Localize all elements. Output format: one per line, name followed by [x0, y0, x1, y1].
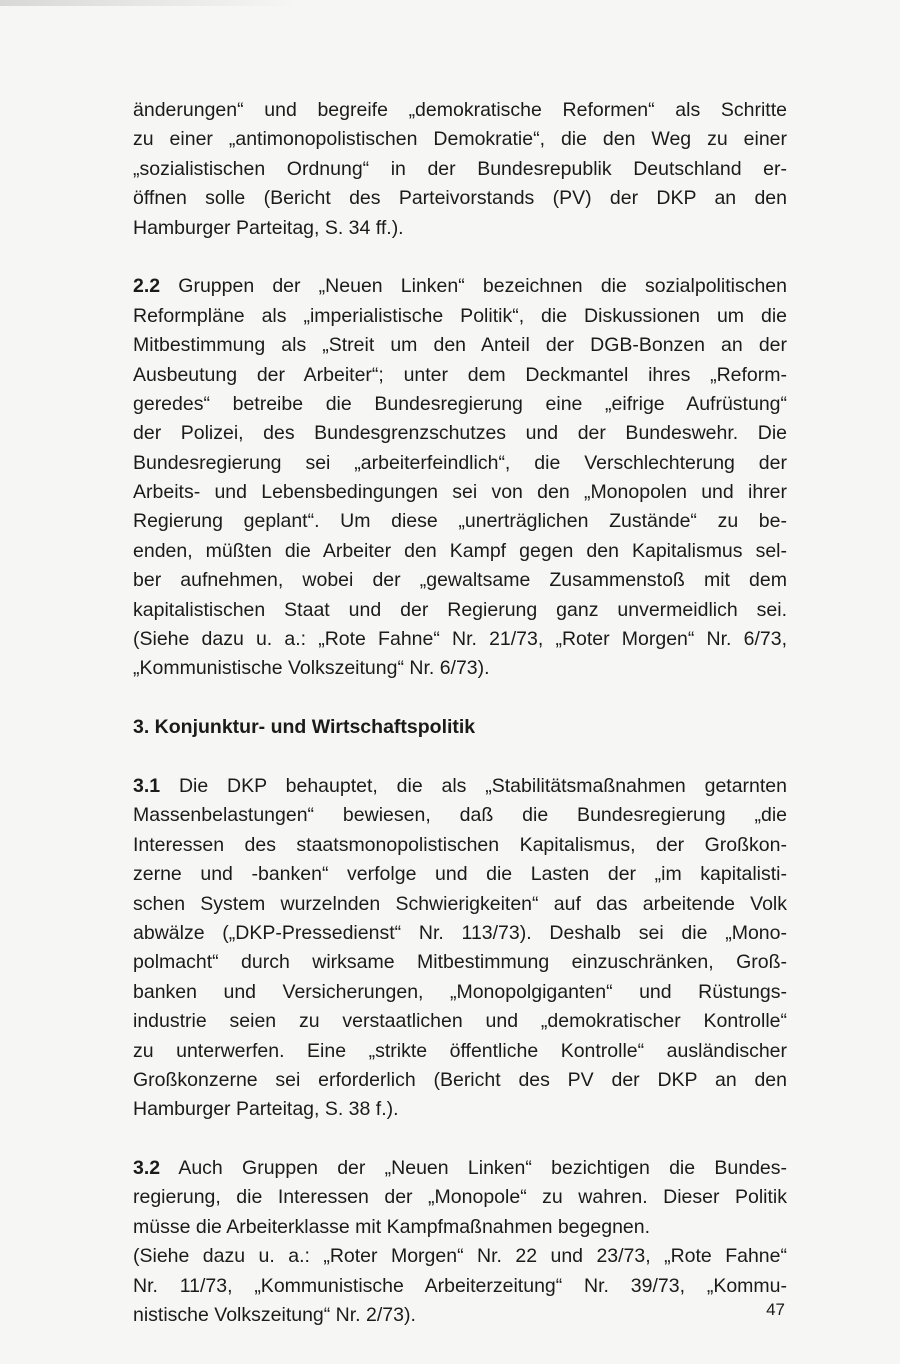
- scan-edge-shadow: [0, 0, 300, 6]
- text-line: polmacht“ durch wirksame Mitbestimmung einzuschränken, Groß-: [133, 951, 787, 974]
- text-line: ber aufnehmen, wobei der „gewaltsame Zusammenstoß mit dem: [133, 569, 787, 592]
- text-line: Mitbestimmung als „Streit um den Anteil der DGB-Bonzen an der: [133, 334, 787, 357]
- paragraph-number: 3.1: [133, 774, 161, 797]
- text-line: industrie seien zu verstaatlichen und „demokratischer Kontrolle“: [133, 1010, 787, 1033]
- section-heading: 3. Konjunktur- und Wirtschaftspolitik: [133, 716, 476, 739]
- text-line: Massenbelastungen“ bewiesen, daß die Bundesregierung „die: [133, 804, 787, 827]
- paragraph-3-2: [133, 1154, 787, 1330]
- text-line: nistische Volkszeitung“ Nr. 2/73).: [133, 1304, 416, 1327]
- paragraph-intro: [133, 96, 787, 243]
- text-line: zu unterwerfen. Eine „strikte öffentliche Kontrolle“ ausländischer: [133, 1039, 787, 1062]
- text-line: schen System wurzelnden Schwierigkeiten“ auf das arbeitende Volk: [133, 892, 787, 915]
- page-number: 47: [766, 1300, 785, 1319]
- text-line-content: Die DKP behauptet, die als „Stabilitätsmaßnahmen getarnten: [178, 774, 787, 797]
- text-line: regierung, die Interessen der „Monopole“ zu wahren. Dieser Politik: [133, 1186, 787, 1209]
- text-line: zerne und -banken“ verfolge und die Lasten der „im kapitalisti-: [133, 863, 787, 886]
- text-line: Ausbeutung der Arbeiter“; unter dem Deckmantel ihres „Reform-: [133, 363, 787, 386]
- text-line: öffnen solle (Bericht des Parteivorstands (PV) der DKP an den: [133, 187, 787, 210]
- text-line: Hamburger Parteitag, S. 34 ff.).: [133, 216, 404, 239]
- document-page: [133, 96, 787, 1330]
- text-line: banken und Versicherungen, „Monopolgiganten“ und Rüstungs-: [133, 980, 787, 1003]
- text-line-numbered: [133, 772, 787, 801]
- text-line: Großkonzerne sei erforderlich (Bericht des PV der DKP an den: [133, 1068, 787, 1091]
- text-line: müsse die Arbeiterklasse mit Kampfmaßnahmen begegnen.: [133, 1215, 651, 1238]
- text-line: Regierung geplant“. Um diese „unerträglichen Zustände“ zu be-: [133, 510, 787, 533]
- paragraph-number: 2.2: [133, 275, 161, 298]
- text-line: Nr. 11/73, „Kommunistische Arbeiterzeitung“ Nr. 39/73, „Kommu-: [133, 1274, 787, 1297]
- text-line-numbered: [133, 272, 787, 301]
- text-line-content: Gruppen der „Neuen Linken“ bezeichnen die sozialpolitischen: [178, 275, 787, 298]
- paragraph-number: 3.2: [133, 1157, 161, 1180]
- text-line: änderungen“ und begreife „demokratische Reformen“ als Schritte: [133, 99, 787, 121]
- text-line: geredes“ betreibe die Bundesregierung eine „eifrige Aufrüstung“: [133, 392, 787, 415]
- text-line: Arbeits- und Lebensbedingungen sei von den „Monopolen und ihrer: [133, 481, 787, 504]
- paragraph-3-1: [133, 772, 787, 1125]
- text-line: abwälze („DKP-Pressedienst“ Nr. 113/73). Deshalb sei die „Mono-: [133, 921, 787, 944]
- text-line: Interessen des staatsmonopolistischen Kapitalismus, der Großkon-: [133, 833, 787, 856]
- text-line: Reformpläne als „imperialistische Politik“, die Diskussionen um die: [133, 304, 787, 327]
- text-line: „sozialistischen Ordnung“ in der Bundesrepublik Deutschland er-: [133, 157, 787, 180]
- text-line: der Polizei, des Bundesgrenzschutzes und der Bundeswehr. Die: [133, 422, 787, 445]
- paragraph-2-2: [133, 272, 787, 683]
- text-line-content: Auch Gruppen der „Neuen Linken“ bezichtigen die Bundes-: [178, 1157, 787, 1180]
- text-line: „Kommunistische Volkszeitung“ Nr. 6/73).: [133, 657, 490, 680]
- text-line: Bundesregierung sei „arbeiterfeindlich“, die Verschlechterung der: [133, 451, 787, 474]
- text-line-numbered: [133, 1154, 787, 1183]
- text-line: Hamburger Parteitag, S. 38 f.).: [133, 1098, 399, 1121]
- text-line: enden, müßten die Arbeiter den Kampf gegen den Kapitalismus sel-: [133, 539, 787, 562]
- text-line: zu einer „antimonopolistischen Demokratie“, die den Weg zu einer: [133, 128, 787, 151]
- text-line: (Siehe dazu u. a.: „Roter Morgen“ Nr. 22 und 23/73, „Rote Fahne“: [133, 1245, 787, 1268]
- text-line: kapitalistischen Staat und der Regierung ganz unvermeidlich sei.: [133, 598, 787, 621]
- text-line: (Siehe dazu u. a.: „Rote Fahne“ Nr. 21/73, „Roter Morgen“ Nr. 6/73,: [133, 628, 787, 651]
